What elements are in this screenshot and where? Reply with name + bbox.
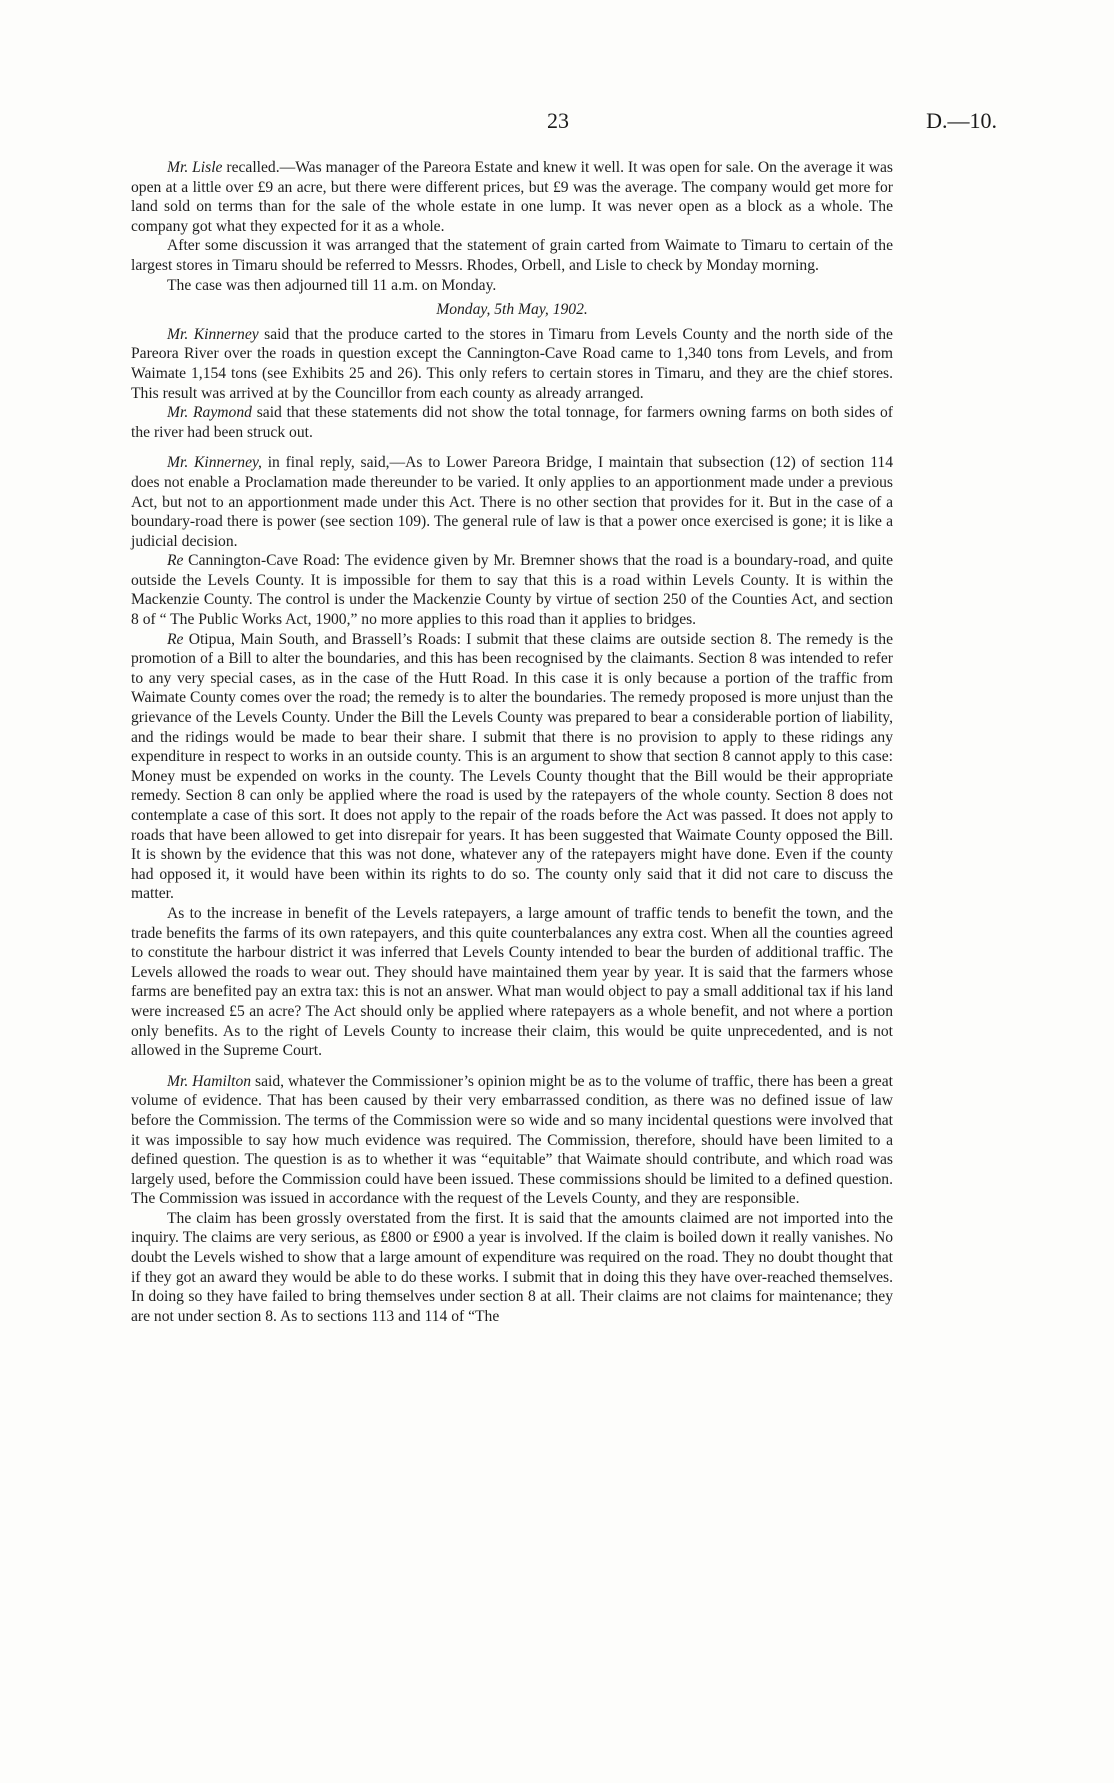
page-number: 23 xyxy=(547,108,569,133)
speaker-name: Mr. Kinnerney xyxy=(167,325,259,343)
speaker-name: Mr. Kinnerney, xyxy=(167,454,262,472)
paragraph: Re Otipua, Main South, and Brassell’s Roads: I submit that these claims are outside section 8. The remedy is the promotion of a Bill to alter the boundaries, and this has been recognised by the claimants. Section 8 was intended to refer to any very special cases, as in the case of the Hutt Road. In this case it is only because a portion of the traffic from Waimate County comes over the road; the remedy is to alter the boundaries. The remedy proposed is more unjust than the grievance of the Levels County. Under the Bill the Levels County was prepared to bear a considerable portion of liability, and the ridings would be made to bear their share. I submit that there is no provision to apply to these ridings any expenditure in respect to works in an outside county. This is an argument to show that section 8 cannot apply to this case: Money must be expended on works in the county. The Levels County thought that the Bill would be their appropriate remedy. Section 8 can only be applied where the road is used by the ratepayers of the whole county. Section 8 does not contemplate a case of this sort. It does not apply to the repair of the roads before the Act was passed. It does not apply to roads that have been allowed to get into disrepair for years. It has been suggested that Waimate County opposed the Bill. It is shown by the evidence that this was not done, whatever any of the ratepayers might have done. Even if the county had opposed it, it would have been within its rights to do so. The county only said that it did not care to discuss the matter. xyxy=(131,630,893,903)
re-label: Re xyxy=(167,552,184,570)
speaker-name: Mr. Hamilton xyxy=(167,1072,252,1090)
document-reference: D.—10. xyxy=(926,108,997,133)
speaker-name: Mr. Raymond xyxy=(167,404,252,422)
body-text xyxy=(131,158,893,1326)
date-heading: Monday, 5th May, 1902. xyxy=(436,301,588,319)
speaker-name: Mr. Lisle xyxy=(167,159,223,176)
paragraph: Mr. Raymond said that these statements did not show the total tonnage, for farmers owning farms on both sides of the river had been struck out. xyxy=(131,404,893,441)
paragraph: Mr. Hamilton said, whatever the Commissioner’s opinion might be as to the volume of traffic, there has been a great volume of evidence. That has been caused by their very embarrassed condition, as there was no defined issue of law before the Commission. The terms of the Commission were so wide and so many incidental questions were involved that it was impossible to say how much evidence was required. The Commission, therefore, should have been limited to a defined question. The question is as to whether it was “equitable” that Waimate should contribute, and which road was largely used, before the Commission could have been issued. These commissions should be limited to a defined question. The Commission was issued in accordance with the request of the Levels County, and they are responsible. xyxy=(131,1072,893,1208)
page-header xyxy=(0,108,1114,140)
paragraph: The case was then adjourned till 11 a.m. on Monday. xyxy=(167,276,497,294)
paragraph: Mr. Kinnerney said that the produce carted to the stores in Timaru from Levels County and the north side of the Pareora River over the roads in question except the Cannington-Cave Road came to 1,340 tons from Levels, and from Waimate 1,154 tons (see Exhibits 25 and 26). This only refers to certain stores in Timaru, and they are the chief stores. This result was arrived at by the Councillor from each county as already arranged. xyxy=(131,325,893,402)
paragraph: As to the increase in benefit of the Levels ratepayers, a large amount of traffic tends to benefit the town, and the trade benefits the farms of its own ratepayers, and this quite counterbalances any extra cost. When all the counties agreed to constitute the harbour district it was inferred that Levels County intended to bear the burden of additional traffic. The Levels allowed the roads to wear out. They should have maintained them year by year. It is said that the farmers whose farms are benefited pay an extra tax: this is not an answer. What man would object to pay a small additional tax if his land were increased £5 an acre? The Act should only be applied where ratepayers as a whole benefit, and not where a portion only benefits. As to the right of Levels County to increase their claim, this would be quite unprecedented, and is not allowed in the Supreme Court. xyxy=(131,904,893,1060)
re-label: Re xyxy=(167,630,184,648)
paragraph: Mr. Lisle recalled.—Was manager of the Pareora Estate and knew it well. It was open for sale. On the average it was open at a little over £9 an acre, but there were different prices, but £9 was the average. The company would get more for land sold on terms than for the sale of the whole estate in one lump. It was never open as a block as a whole. The company got what they expected for it as a whole. xyxy=(131,159,894,235)
paragraph: Re Cannington-Cave Road: The evidence given by Mr. Bremner shows that the road is a boundary-road, and quite outside the Levels County. It is impossible for them to say that this is a road within Levels County. It is within the Mackenzie County. The control is under the Mackenzie County by virtue of section 250 of the Counties Act, and section 8 of “ The Public Works Act, 1900,” no more applies to this road than it applies to bridges. xyxy=(131,552,893,629)
paragraph: Mr. Kinnerney, in final reply, said,—As to Lower Pareora Bridge, I maintain that subsection (12) of section 114 does not enable a Proclamation made thereunder to be varied. It only applies to an apportionment made under a previous Act, but not to an apportionment made under this Act. There is no other section that provides for it. But in the case of a boundary-road there is power (see section 109). The general rule of law is that a power once exercised is gone; it is like a judicial decision. xyxy=(131,454,894,550)
paragraph: The claim has been grossly overstated from the first. It is said that the amounts claimed are not imported into the inquiry. The claims are very serious, as £800 or £900 a year is involved. If the claim is boiled down it really vanishes. No doubt the Levels wished to show that a large amount of expenditure was required on the road. They no doubt thought that if they got an award they would be able to do these works. I submit that in doing this they have over-reached themselves. In doing so they have failed to bring themselves under section 8 at all. Their claims are not claims for maintenance; they are not under section 8. As to sections 113 and 114 of “The xyxy=(131,1209,893,1325)
paragraph: After some discussion it was arranged that the statement of grain carted from Waimate to Timaru to certain of the largest stores in Timaru should be referred to Messrs. Rhodes, Orbell, and Lisle to check by Monday morning. xyxy=(131,237,893,274)
